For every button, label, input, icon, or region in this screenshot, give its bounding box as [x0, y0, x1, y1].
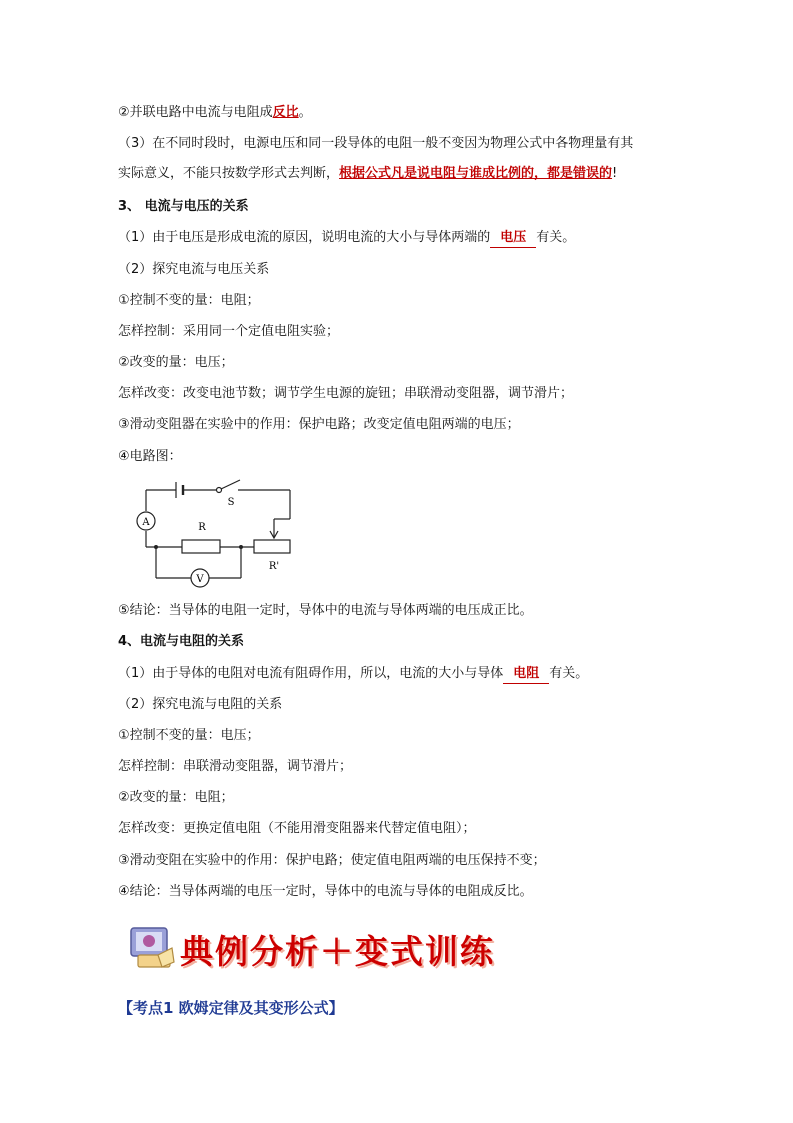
text-line: （2）探究电流与电阻的关系 [118, 697, 283, 712]
text: 有关。 [549, 666, 589, 681]
text-line: 怎样改变：改变电池节数；调节学生电源的旋钮；串联滑动变阻器，调节滑片； [118, 386, 574, 401]
switch-blade [221, 480, 240, 489]
switch-label: S [227, 497, 235, 508]
voltmeter-label: V [196, 574, 204, 585]
text: 实际意义，不能只按数学形式去判断， [118, 166, 340, 181]
text-line: 怎样控制：串联滑动变阻器，调节滑片； [118, 759, 353, 774]
text: （1）由于导体的电阻对电流有阻碍作用，所以，电流的大小与导体 [118, 666, 504, 681]
exam-point-title: 【考点1 欧姆定律及其变形公式】 [118, 999, 344, 1017]
text-line-conclusion: ④结论：当导体两端的电压一定时，导体中的电流与导体的电阻成反比。 [118, 884, 533, 899]
section-heading-current-resistance: 4、电流与电阻的关系 [118, 634, 245, 649]
text: 有关。 [536, 230, 576, 245]
text: ②并联电路中电流与电阻成 [118, 105, 273, 120]
rheostat-label: R' [268, 561, 280, 572]
text-line: ②改变的量：电阻； [118, 790, 234, 805]
text-line: （3）在不同时段时，电源电压和同一段导体的电阻一般不变因为物理公式中各物理量有其 [118, 136, 634, 151]
text: 。 [298, 105, 312, 120]
circuit-diagram [128, 475, 308, 590]
book-monitor-icon [128, 922, 176, 970]
banner-title: 典例分析＋变式训练 [180, 932, 495, 971]
text-line-parallel [118, 104, 312, 122]
text-line: （2）探究电流与电压关系 [118, 262, 270, 277]
text-line-conclusion: ⑤结论：当导体的电阻一定时，导体中的电流与导体两端的电压成正比。 [118, 603, 533, 618]
text-line: 怎样控制：采用同一个定值电阻实验； [118, 324, 340, 339]
text-line: 怎样改变：更换定值电阻（不能用滑变阻器来代替定值电阻）； [118, 821, 476, 836]
text-line: ③滑动变阻在实验中的作用：保护电路；使定值电阻两端的电压保持不变； [118, 853, 546, 868]
fill-blank-answer: 电阻 [503, 665, 549, 684]
text-line [118, 665, 588, 684]
text-line: ④电路图： [118, 449, 182, 464]
text-line: ③滑动变阻器在实验中的作用：保护电路；改变定值电阻两端的电压； [118, 417, 520, 432]
text-line [118, 229, 575, 248]
section-heading-current-voltage: 3、 电流与电压的关系 [118, 199, 249, 214]
ammeter-label: A [142, 517, 150, 528]
highlight-text: 根据公式凡是说电阻与谁成比例的，都是错误的 [339, 166, 613, 181]
fill-blank-answer: 电压 [490, 229, 536, 248]
text: ! [612, 166, 618, 181]
text-line: ①控制不变的量：电阻； [118, 293, 260, 308]
highlight-text: 反比 [272, 105, 299, 120]
text-line: ①控制不变的量：电压； [118, 728, 260, 743]
text: （1）由于电压是形成电流的原因，说明电流的大小与导体两端的 [118, 230, 491, 245]
resistor-label: R [198, 522, 206, 533]
text-line [118, 165, 617, 183]
section-banner [128, 920, 495, 972]
text-line: ②改变的量：电压； [118, 355, 234, 370]
